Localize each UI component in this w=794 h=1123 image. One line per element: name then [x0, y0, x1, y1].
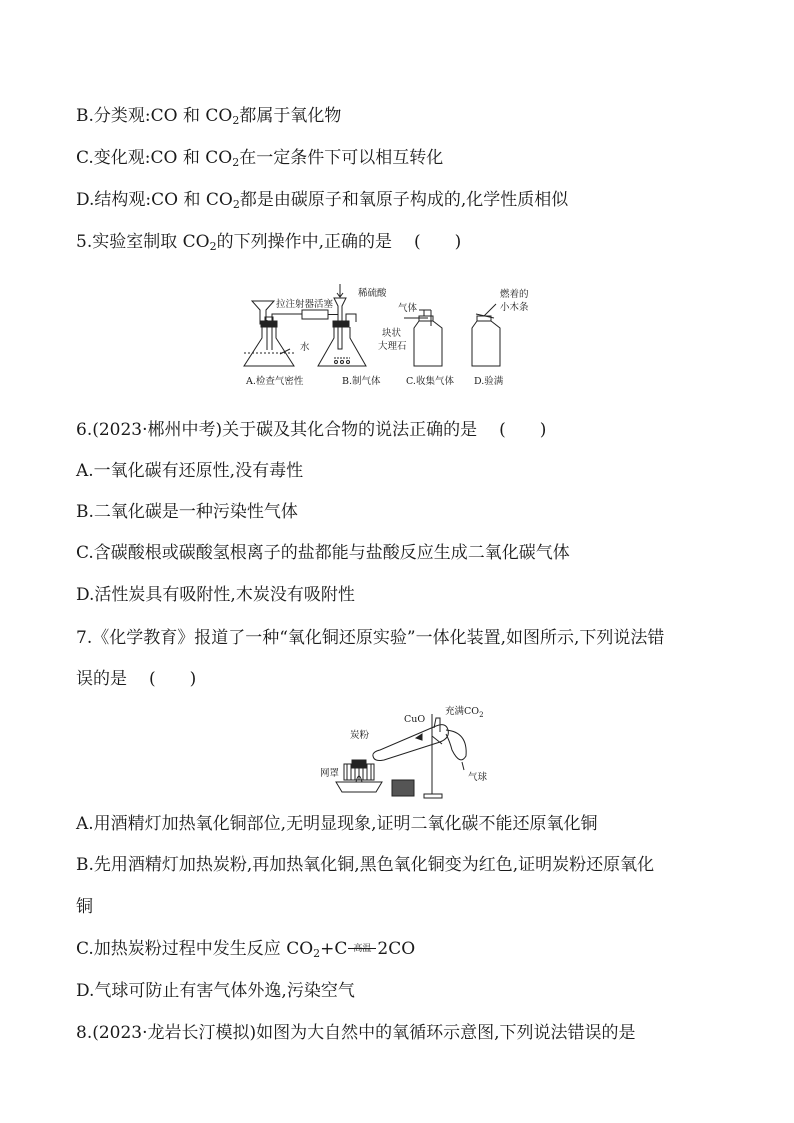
label-balloon: 气球	[468, 772, 488, 783]
q6-stem	[76, 418, 724, 442]
subscript: 2	[232, 198, 240, 211]
q4-option-c-text-2: 在一定条件下可以相互转化	[239, 148, 444, 168]
q7-option-b-line-1: B.先用酒精灯加热炭粉,再加热氧化铜,黑色氧化铜变为红色,证明炭粉还原氧化	[76, 855, 655, 875]
label-marble-1: 块状	[382, 328, 402, 339]
q5-stem-text-2: 的下列操作中,正确的是	[216, 232, 392, 252]
label-gas: 气体	[398, 303, 418, 314]
q8-stem: 8.(2023·龙岩长汀模拟)如图为大自然中的氧循环示意图,下列说法错误的是	[76, 1023, 636, 1043]
condition-label: 高温	[353, 944, 372, 954]
q6-stem-text: 6.(2023·郴州中考)关于碳及其化合物的说法正确的是	[76, 420, 478, 440]
q6-option-b: B.二氧化碳是一种污染性气体	[76, 502, 298, 522]
q7-stem-text: 误的是	[76, 669, 127, 689]
q7-apparatus-figure	[318, 700, 508, 806]
q4-option-d-text: D.结构观:CO 和 CO	[76, 190, 233, 210]
q7-option-c-text: C.加热炭粉过程中发生反应 CO	[76, 939, 314, 959]
q4-option-b-text: B.分类观:CO 和 CO	[76, 106, 233, 126]
label-co2-text: 充满CO	[445, 706, 480, 717]
subscript: 2	[479, 711, 484, 719]
label-stick-1: 燃着的	[500, 289, 529, 300]
caption-d: D.验满	[474, 376, 504, 387]
q7-option-c-mid: +C	[320, 939, 348, 959]
label-water: 水	[300, 342, 310, 353]
answer-blank: ( )	[413, 232, 462, 252]
q6-option-d: D.活性炭具有吸附性,木炭没有吸附性	[76, 585, 355, 605]
q4-option-b	[76, 104, 724, 128]
q6-option-c: C.含碳酸根或碳酸氢根离子的盐都能与盐酸反应生成二氧化碳气体	[76, 543, 570, 563]
reduction-apparatus-illustration	[318, 700, 508, 806]
label-mesh: 网罩	[320, 768, 340, 779]
q4-option-d	[76, 188, 724, 212]
caption-b: B.制气体	[342, 376, 381, 387]
q4-option-d-text-2: 都是由碳原子和氧原子构成的,化学性质相似	[239, 190, 569, 210]
reaction-condition	[347, 944, 377, 954]
q4-option-b-text-2: 都属于氧化物	[239, 106, 342, 126]
subscript: 2	[232, 114, 240, 127]
q4-option-c-text: C.变化观:CO 和 CO	[76, 148, 233, 168]
answer-blank: ( )	[499, 420, 547, 440]
label-syringe: 拉注射器活塞	[276, 299, 334, 310]
q7-option-c-post: 2CO	[377, 939, 416, 959]
q7-stem-line-1: 7.《化学教育》报道了一种“氧化铜还原实验”一体化装置,如图所示,下列说法错	[76, 628, 665, 648]
label-acid: 稀硫酸	[358, 288, 387, 299]
q6-option-a: A.一氧化碳有还原性,没有毒性	[76, 461, 304, 481]
q7-stem-line-2	[76, 667, 724, 691]
label-carbon: 炭粉	[350, 730, 370, 741]
label-marble-2: 大理石	[378, 341, 407, 352]
reaction-arrow-bar	[348, 948, 376, 949]
q7-option-b-line-2: 铜	[76, 897, 93, 917]
lab-apparatus-illustration	[238, 274, 538, 390]
q5-stem-text: 5.实验室制取 CO	[76, 232, 210, 252]
caption-a: A.检查气密性	[246, 376, 304, 387]
q7-option-d: D.气球可防止有害气体外逸,污染空气	[76, 981, 355, 1001]
label-co2	[445, 705, 484, 719]
q5-apparatus-figure	[238, 274, 538, 390]
answer-blank: ( )	[149, 669, 197, 689]
subscript: 2	[313, 947, 321, 960]
q5-stem	[76, 230, 724, 254]
label-stick-2: 小木条	[500, 302, 529, 313]
label-cuo: CuO	[404, 714, 426, 725]
subscript: 2	[232, 156, 240, 169]
subscript: 2	[209, 240, 217, 253]
q4-option-c	[76, 146, 724, 170]
q7-option-a: A.用酒精灯加热氧化铜部位,无明显现象,证明二氧化碳不能还原氧化铜	[76, 814, 598, 834]
caption-c: C.收集气体	[406, 376, 454, 387]
q7-option-c	[76, 937, 724, 961]
